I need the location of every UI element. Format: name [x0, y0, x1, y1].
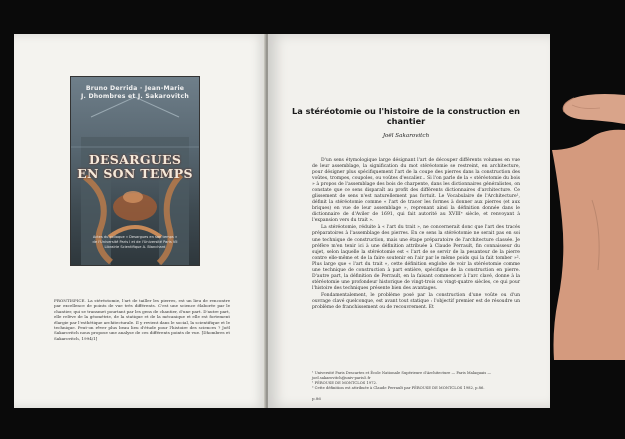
paragraph: D'un sens étymologique large désignant l'art de découper différents volumes en vue de leur assemblage, la signification du mot stéréotomie se restreint, en architecture, pour désigner plus spécifiquement l'art de la coupe des pierres dans la construction des voûtes, trompes, coupoles, ou voûtes d'escalier... Si l'on parle de la « stéréotomie du bois » à propos de l'assemblage des bois de charpente, dans les dictionnaires généralistes, on constate que ce sens disparaît au profit des différents dictionnaires d'architecture. Ce glissement de sens n'est naturellement pas fortuit. Le Vocabulaire de l'Architecture¹, définit la stéréotomie comme « l'art de tracer les formes à donner aux pierres (et aux briques) en vue de leur assemblage », reprenant ainsi la définition donnée dans le dictionnaire de d'Aviler de 1691, qui fait autorité au XVIIIᵉ siècle, et renvoyant à l'expansion vers du trait ». — [312, 158, 520, 224]
right-page — [268, 34, 550, 408]
page-number: p.86 — [312, 396, 321, 401]
cover-bottom-text: Actes du colloque « Desargues en son temps » de l'Université Paris I et de l'Université Paris VII Librairie Scientifique A. Blanchard — [92, 235, 178, 249]
figure-caption: FRONTISPICE. La stéréotomie, l'art de tailler les pierres, est un lieu de rencontre par excellence de points de vue très différents. C'est une science élaborée par le chantier, qui se transmet pourtant par les gens de chantier, d'une part. D'autre part, elle relève de la géométrie, de la statique et de la mécanique et elle est fortement élargie par l'esthétique architecturale. Il y revient dans le social, la scientifique et le technique. Peut-on rêver plus beau lieu d'étude pour l'histoire des sciences ? Joël Sakarovitch nous propose une analyse de ces différents points de vue. [Dhombres et Sakarovitch, 1994/1] — [54, 298, 230, 341]
paragraph: La stéréotomie, réduite à « l'art du trait », ne concernerait donc que l'art des tracés préparatoires à l'assemblage des pierres. En ce sens la stéréotomie ne serait pas en soi une technique de construction, mais une étape préparatoire de l'architecture classée. Je préfère m'en tenir ici à une définition attribuée à Claude Perrault, fin connaisseur du sujet, selon laquelle la stéréotomie est « l'art de se servir de la pesanteur de la pierre contre elle-même et de la faire soutenir en l'air par le même poids qui la fait tomber »². Plus large que « l'art du trait », cette définition englobe de voir la stéréotomie comme une technique de construction à part entière, spécifique de la construction en pierre. D'autre part, la définition de Perrault, en la faisant commencer à l'arc clavé, donne à la stéréotomie une profondeur historique de vingt-trois ou vingt-quatre siècles, ce qui pour l'histoire des techniques présente bien des avantages. — [312, 225, 520, 291]
article-title: La stéréotomie ou l'histoire de la construction en chantier — [291, 106, 520, 126]
article-body — [312, 158, 520, 312]
footnotes — [312, 371, 520, 391]
article-author: Joël Sakarovitch — [382, 133, 430, 139]
footnote: ¹ Université Paris Descartes et École Nationale Supérieure d'Architecture — Paris Malaquais — joel.sakarovitch@univ-paris5.fr — [312, 371, 492, 380]
left-page — [14, 34, 266, 408]
book-cover-photo — [70, 76, 200, 266]
cover-title: DESARGUES EN SON TEMPS — [77, 152, 193, 181]
footnote: ² Cette définition est attribuée à Claude Perrault par PÉROUSE DE MONTCLOS 1982, p.86. — [312, 385, 485, 390]
cover-authors: Bruno Derrida · Jean-Marie J. Dhombres et J. Sakarovitch — [81, 85, 189, 100]
footnote: ¹ PÉROUSE DE MONTCLOS 1972. — [312, 380, 377, 385]
hand-holding-book — [552, 0, 625, 439]
paragraph: Fondamentalement, le problème posé par la construction d'une voûte ou d'un ouvrage clavé quelconque, est avant tout statique : l'objectif premier est de résoudre un problème de franchissement ou de recouvrement. Et — [312, 292, 520, 310]
